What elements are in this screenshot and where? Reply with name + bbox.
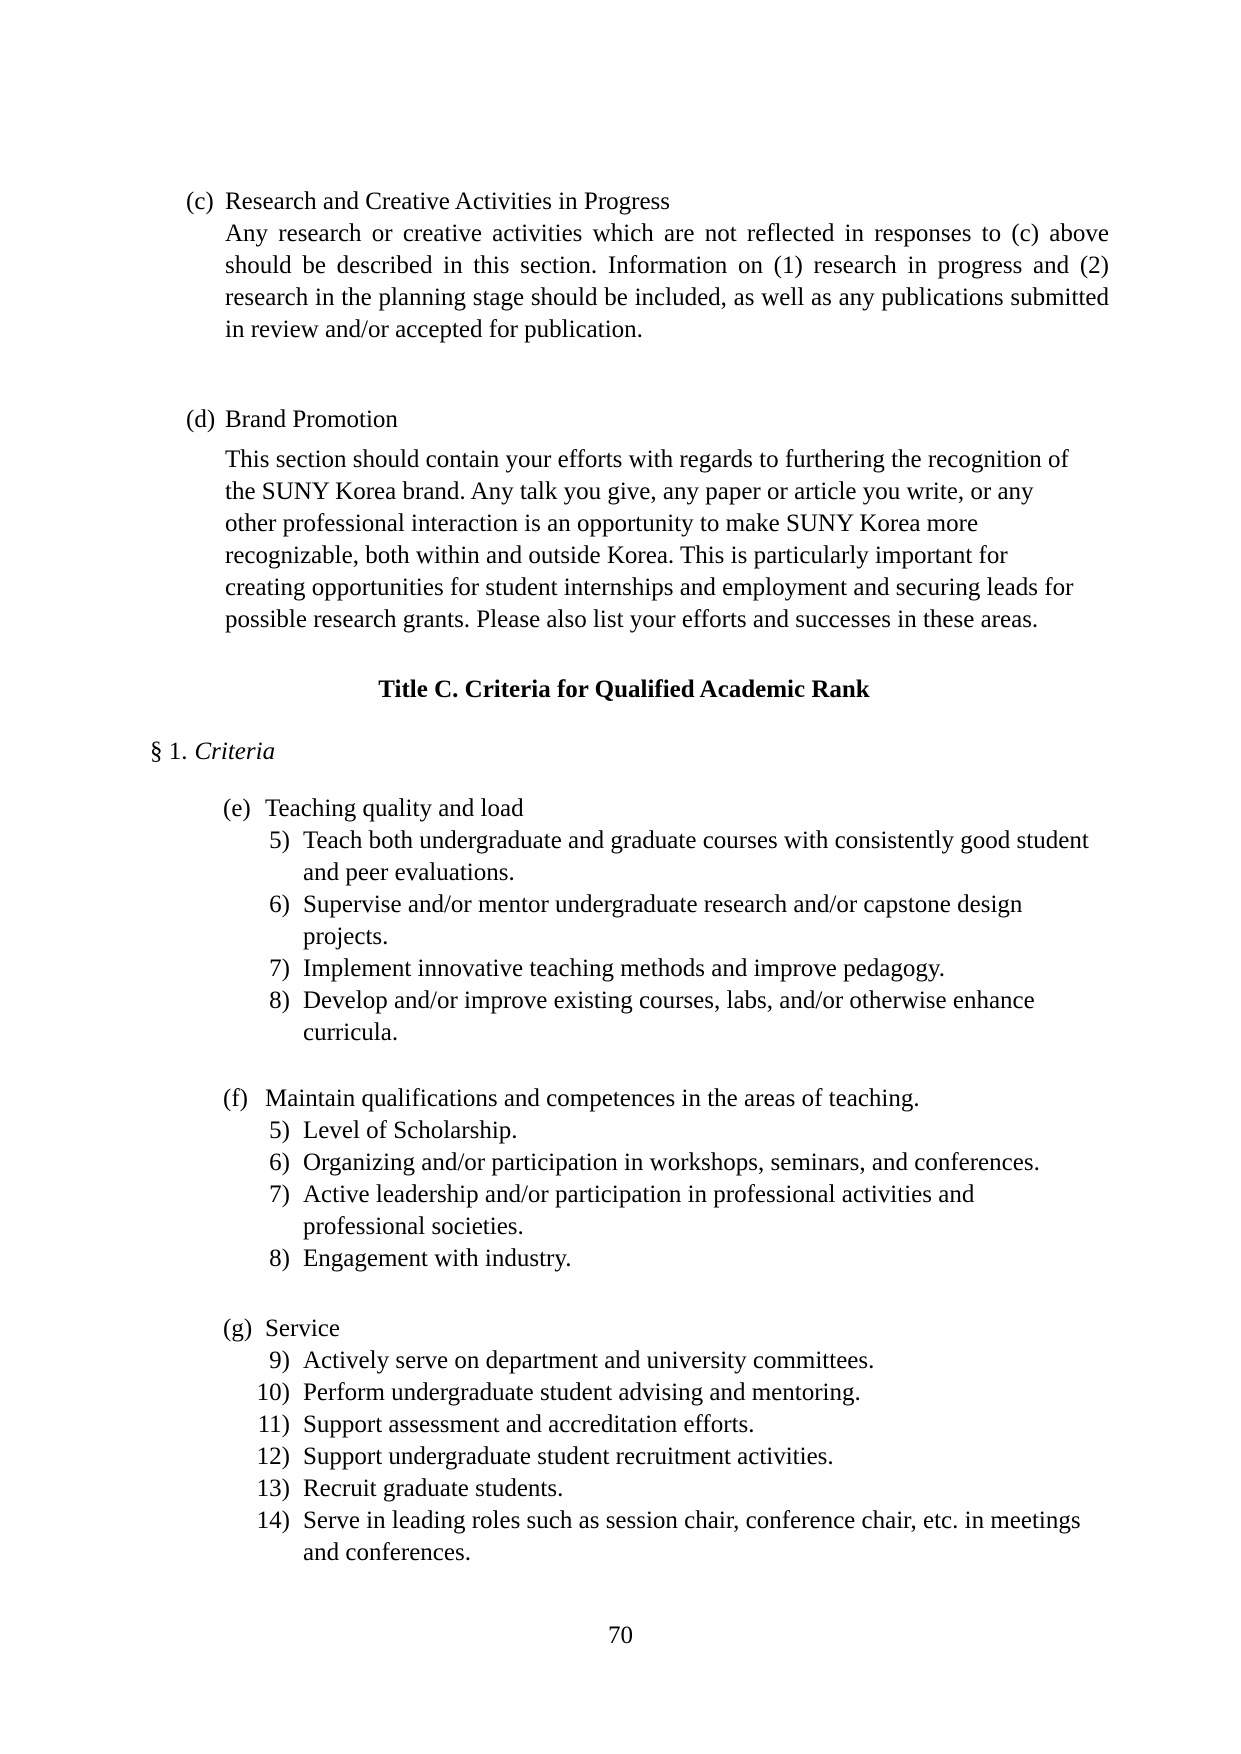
list-item [252,1115,1241,1147]
criteria-e [0,793,1241,1049]
criteria-e-title: Teaching quality and load [265,795,524,822]
page-number: 70 [608,1622,633,1649]
item-number: 12) [256,1443,290,1470]
section-c [0,186,1241,346]
item-text [303,1243,571,1275]
item-text [303,1115,518,1147]
item-line: Support assessment and accreditation efforts. [303,1411,755,1438]
item-line: Organizing and/or participation in workshops, seminars, and conferences. [303,1149,1040,1176]
item-number: 7) [269,955,290,982]
paragraph-line: creating opportunities for student internships and employment and securing leads for [225,574,1074,601]
item-text [303,1147,1040,1179]
item-text [303,985,1035,1049]
list-item [252,1147,1241,1179]
item-line: Perform undergraduate student advising and mentoring. [303,1379,861,1406]
criteria-f-title: Maintain qualifications and competences in the areas of teaching. [265,1085,920,1112]
item-line: Serve in leading roles such as session chair, conference chair, etc. in meetings [303,1507,1081,1534]
item-line: Supervise and/or mentor undergraduate research and/or capstone design [303,891,1023,918]
section-c-heading [186,186,1241,218]
paragraph-line: other professional interaction is an opportunity to make SUNY Korea more [225,510,979,537]
paragraph-line: the SUNY Korea brand. Any talk you give, any paper or article you write, or any [225,478,1034,505]
criteria-g-marker: (g) [223,1315,253,1342]
item-text [303,1505,1081,1569]
section-c-title: Research and Creative Activities in Progress [225,188,671,215]
item-number: 6) [269,1149,290,1176]
item-text [303,1179,974,1243]
list-item [252,825,1241,889]
item-line: Level of Scholarship. [303,1117,518,1144]
section-1-prefix: § 1. [150,738,188,765]
item-number: 11) [257,1411,290,1438]
list-item [252,889,1241,953]
criteria-f-heading [223,1083,1241,1115]
item-line: Engagement with industry. [303,1245,572,1272]
item-line: Active leadership and/or participation in professional activities and [303,1181,975,1208]
section-c-paragraph [225,218,1109,346]
paragraph-line: should be described in this section. Information on (1) research in progress and (2) [225,252,1109,279]
paragraph-line: This section should contain your efforts with regards to furthering the recognition of [225,446,1069,473]
item-number: 6) [269,891,290,918]
item-text [303,1409,755,1441]
criteria-f-marker: (f) [223,1085,248,1112]
paragraph-line: recognizable, both within and outside Korea. This is particularly important for [225,542,1008,569]
item-line: Support undergraduate student recruitment activities. [303,1443,834,1470]
item-line: professional societies. [303,1213,524,1240]
section-d-title: Brand Promotion [225,406,398,433]
item-number: 14) [256,1507,290,1534]
section-1-heading [150,736,1241,768]
item-line: Actively serve on department and university committees. [303,1347,875,1374]
item-line: Recruit graduate students. [303,1475,564,1502]
item-number: 8) [269,1245,290,1272]
item-text [303,953,945,985]
item-number: 9) [269,1347,290,1374]
item-text [303,1441,834,1473]
criteria-f [0,1083,1241,1275]
item-line: Develop and/or improve existing courses, labs, and/or otherwise enhance [303,987,1035,1014]
list-item [252,953,1241,985]
item-line: and conferences. [303,1539,471,1566]
section-d [0,404,1241,636]
criteria-e-marker: (e) [223,795,251,822]
list-item [252,985,1241,1049]
list-item [252,1377,1241,1409]
list-item [252,1243,1241,1275]
list-item [252,1505,1241,1569]
list-item [252,1441,1241,1473]
item-line: curricula. [303,1019,399,1046]
item-text [303,1345,874,1377]
item-line: Implement innovative teaching methods and improve pedagogy. [303,955,945,982]
criteria-e-heading [223,793,1241,825]
section-d-paragraph [225,444,1109,636]
item-number: 7) [269,1181,290,1208]
list-item [252,1345,1241,1377]
list-item [252,1409,1241,1441]
item-text [303,1473,563,1505]
item-line: projects. [303,923,389,950]
item-number: 13) [256,1475,290,1502]
section-1-label: Criteria [194,738,276,765]
item-text [303,825,1089,889]
section-d-heading [186,404,1241,436]
criteria-g [0,1313,1241,1569]
item-number: 10) [256,1379,290,1406]
paragraph-line: possible research grants. Please also list your efforts and successes in these areas. [225,606,1039,633]
item-number: 5) [269,1117,290,1144]
paragraph-line: Any research or creative activities which are not reflected in responses to (c) above [225,220,1109,247]
item-number: 5) [269,827,290,854]
criteria-g-heading [223,1313,1241,1345]
item-line: and peer evaluations. [303,859,515,886]
criteria-g-title: Service [265,1315,340,1342]
paragraph-line: research in the planning stage should be included, as well as any publications submitted [225,284,1109,311]
item-text [303,1377,861,1409]
item-text [303,889,1022,953]
item-number: 8) [269,987,290,1014]
paragraph-line: in review and/or accepted for publication. [225,316,643,343]
section-c-marker: (c) [186,188,214,215]
item-line: Teach both undergraduate and graduate courses with consistently good student [303,827,1089,854]
list-item [252,1473,1241,1505]
section-d-marker: (d) [186,406,216,433]
list-item [252,1179,1241,1243]
title-c-heading: Title C. Criteria for Qualified Academic Rank [378,676,870,703]
